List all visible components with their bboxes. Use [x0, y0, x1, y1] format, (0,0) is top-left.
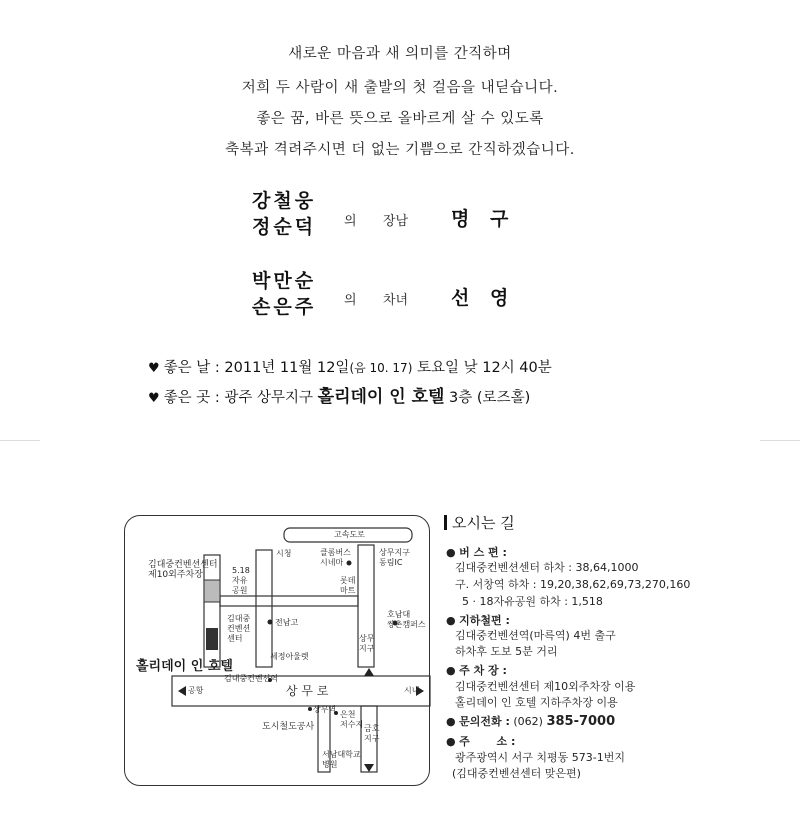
map-center-label: 김대중 컨벤션 센터 [227, 614, 251, 643]
groom-mother: 정순덕 [252, 216, 317, 238]
map-sejong-label: 세정아울렛 [270, 652, 309, 661]
bullet-icon: ● [446, 546, 456, 559]
map-sangmu-road-label: 상 무 로 [286, 684, 329, 698]
map-highway-label: 고속도로 [334, 530, 365, 539]
map-downtown-label: 시내 [404, 686, 420, 695]
bullet-icon: ● [446, 735, 456, 748]
map-parking-label: 김대중컨벤션센터 제10외주차장 [148, 560, 218, 580]
map-bus-label: 클롬버스 시네마 [320, 548, 351, 567]
directions-title: 오시는 길 [444, 512, 515, 533]
arrow-up-icon [364, 668, 374, 676]
map-eunhaeng-label: 은천 저수지 [340, 710, 364, 729]
map-hodae-label: 호남대 쌍촌캠퍼스 [387, 610, 426, 629]
date-label: 좋은 날 : [163, 360, 225, 376]
bride-mother: 손은주 [252, 296, 317, 318]
intro-line-1: 새로운 마음과 새 의미를 간직하며 [288, 46, 512, 62]
map-cheonnam-label: 전남고 [275, 618, 299, 627]
bullet-icon: ● [446, 614, 456, 627]
map-sinae-label: 시청 [276, 549, 292, 558]
map-hotel-label: 홀리데이 인 호텔 [136, 659, 233, 674]
arrow-down-icon [364, 764, 374, 772]
date-value: 2011년 11월 12일 [224, 360, 350, 376]
bride-relation: 차녀 [383, 293, 409, 308]
bride-of: 의 [344, 293, 357, 308]
bride-father: 박만순 [252, 270, 317, 292]
subway-section: ● 지하철편 : [446, 614, 510, 627]
groom-of: 의 [344, 214, 357, 229]
parking-line-2: 홀리데이 인 호텔 지하주차장 이용 [455, 696, 618, 709]
hotel-building-icon [206, 628, 218, 650]
heart-icon: ♥ [148, 361, 160, 376]
intro-line-2: 저희 두 사람이 새 출발의 첫 걸음을 내딛습니다. [241, 80, 559, 96]
bride-name: 선 영 [451, 287, 516, 309]
map-sangmu-jigu-label: 상무 지구 [359, 634, 375, 653]
bullet-icon: ● [446, 715, 456, 728]
parking-section: ● 주 차 장 : [446, 664, 507, 677]
heart-icon: ♥ [148, 391, 160, 406]
phone-section: ● 문의전화 : (062) 385-7000 [446, 714, 616, 729]
map-station-label: 김대중컨벤션역 [224, 674, 279, 683]
map-dosi-label: 도시철도공사 [262, 722, 315, 732]
groom-relation: 장남 [383, 214, 409, 229]
address-section: ● 주 소 : [446, 735, 516, 748]
phone-area: (062) [513, 715, 543, 728]
road-v2 [256, 550, 272, 667]
map-park-label: 5.18 자유 공원 [232, 566, 250, 595]
parking-line-1: 김대중컨벤션센터 제10외주차장 이용 [455, 680, 636, 693]
road-h-mid [220, 596, 358, 606]
bus-line-1: 김대중컨벤션센터 하차 : 38,64,1000 [455, 561, 639, 574]
map-lotte-label: 롯데 마트 [340, 576, 356, 595]
parking-lot [204, 580, 220, 602]
place-label: 좋은 곳 : 광주 상무지구 [163, 390, 318, 406]
map-seonam-label: 서남대학교 병원 [322, 750, 361, 769]
hotel-name: 홀리데이 인 호텔 [317, 387, 445, 407]
bus-section: ● 버 스 편 : [446, 546, 507, 559]
lunar-date: (음 10. 17) [349, 361, 413, 375]
bullet-icon: ● [446, 664, 456, 677]
bus-line-3: 5 · 18자유공원 하차 : 1,518 [455, 595, 603, 608]
hotel-floor: 3층 (로즈홀) [444, 390, 531, 406]
groom-name: 명 구 [451, 208, 516, 230]
map-ic-label: 상무지구 동림IC [379, 548, 410, 567]
map-sangmu-stn-label: 상무역 [313, 705, 337, 714]
map-geumho-label: 금호 지구 [364, 724, 380, 743]
phone-number: 385-7000 [546, 714, 616, 729]
address-line-1: 광주광역시 서구 치평동 573-1번지 [455, 751, 625, 764]
map-airport-label: 공항 [188, 686, 204, 695]
subway-line-2: 하차후 도보 5분 거리 [455, 645, 558, 658]
subway-line-1: 김대중컨벤션역(마륵역) 4번 출구 [455, 629, 616, 642]
intro-line-3: 좋은 꿈, 바른 뜻으로 올바르게 살 수 있도록 [256, 111, 544, 127]
bus-line-2: 구. 서창역 하차 : 19,20,38,62,69,73,270,160 [455, 578, 691, 591]
day-time: 토요일 낮 12시 40분 [412, 360, 552, 376]
arrow-left-icon [178, 686, 186, 696]
groom-father: 강철웅 [252, 190, 317, 212]
intro-line-4: 축복과 격려주시면 더 없는 기쁨으로 간직하겠습니다. [225, 142, 575, 158]
address-line-2: (김대중컨벤션센터 맞은편) [452, 767, 581, 780]
